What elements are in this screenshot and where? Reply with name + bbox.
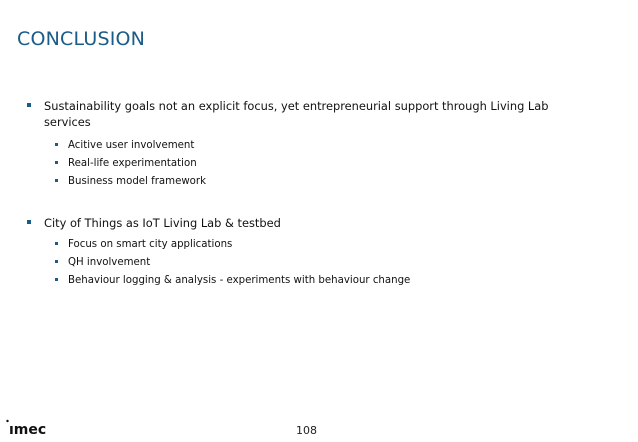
bullet-text: Sustainability goals not an explicit focus, yet entrepreneurial support through Living Lab services [44, 99, 549, 129]
sub-bullet-marker [55, 161, 58, 164]
sub-bullet-text: Acitive user involvement [68, 140, 195, 151]
bullet-marker [27, 220, 31, 224]
sub-bullet-marker [55, 179, 58, 182]
bullet-marker [27, 103, 31, 107]
svg-text:ımec: ımec [9, 422, 47, 437]
slide-title: CONCLUSION [17, 28, 146, 50]
sub-bullet-text: Behaviour logging & analysis - experiments with behaviour change [68, 275, 411, 286]
sub-bullet-text: Business model framework [68, 176, 206, 187]
bullet-text: City of Things as IoT Living Lab & testbed [44, 216, 281, 230]
sub-bullet-marker [55, 143, 58, 146]
sub-bullet-text: Real-life experimentation [68, 158, 197, 169]
imec-logo [6, 419, 54, 437]
sub-bullet-text: Focus on smart city applications [68, 239, 233, 250]
sub-bullet-marker [55, 278, 58, 281]
sub-bullet-marker [55, 242, 58, 245]
sub-bullet-marker [55, 260, 58, 263]
sub-bullet-text: QH involvement [68, 257, 151, 268]
page-number: 108 [296, 424, 317, 437]
